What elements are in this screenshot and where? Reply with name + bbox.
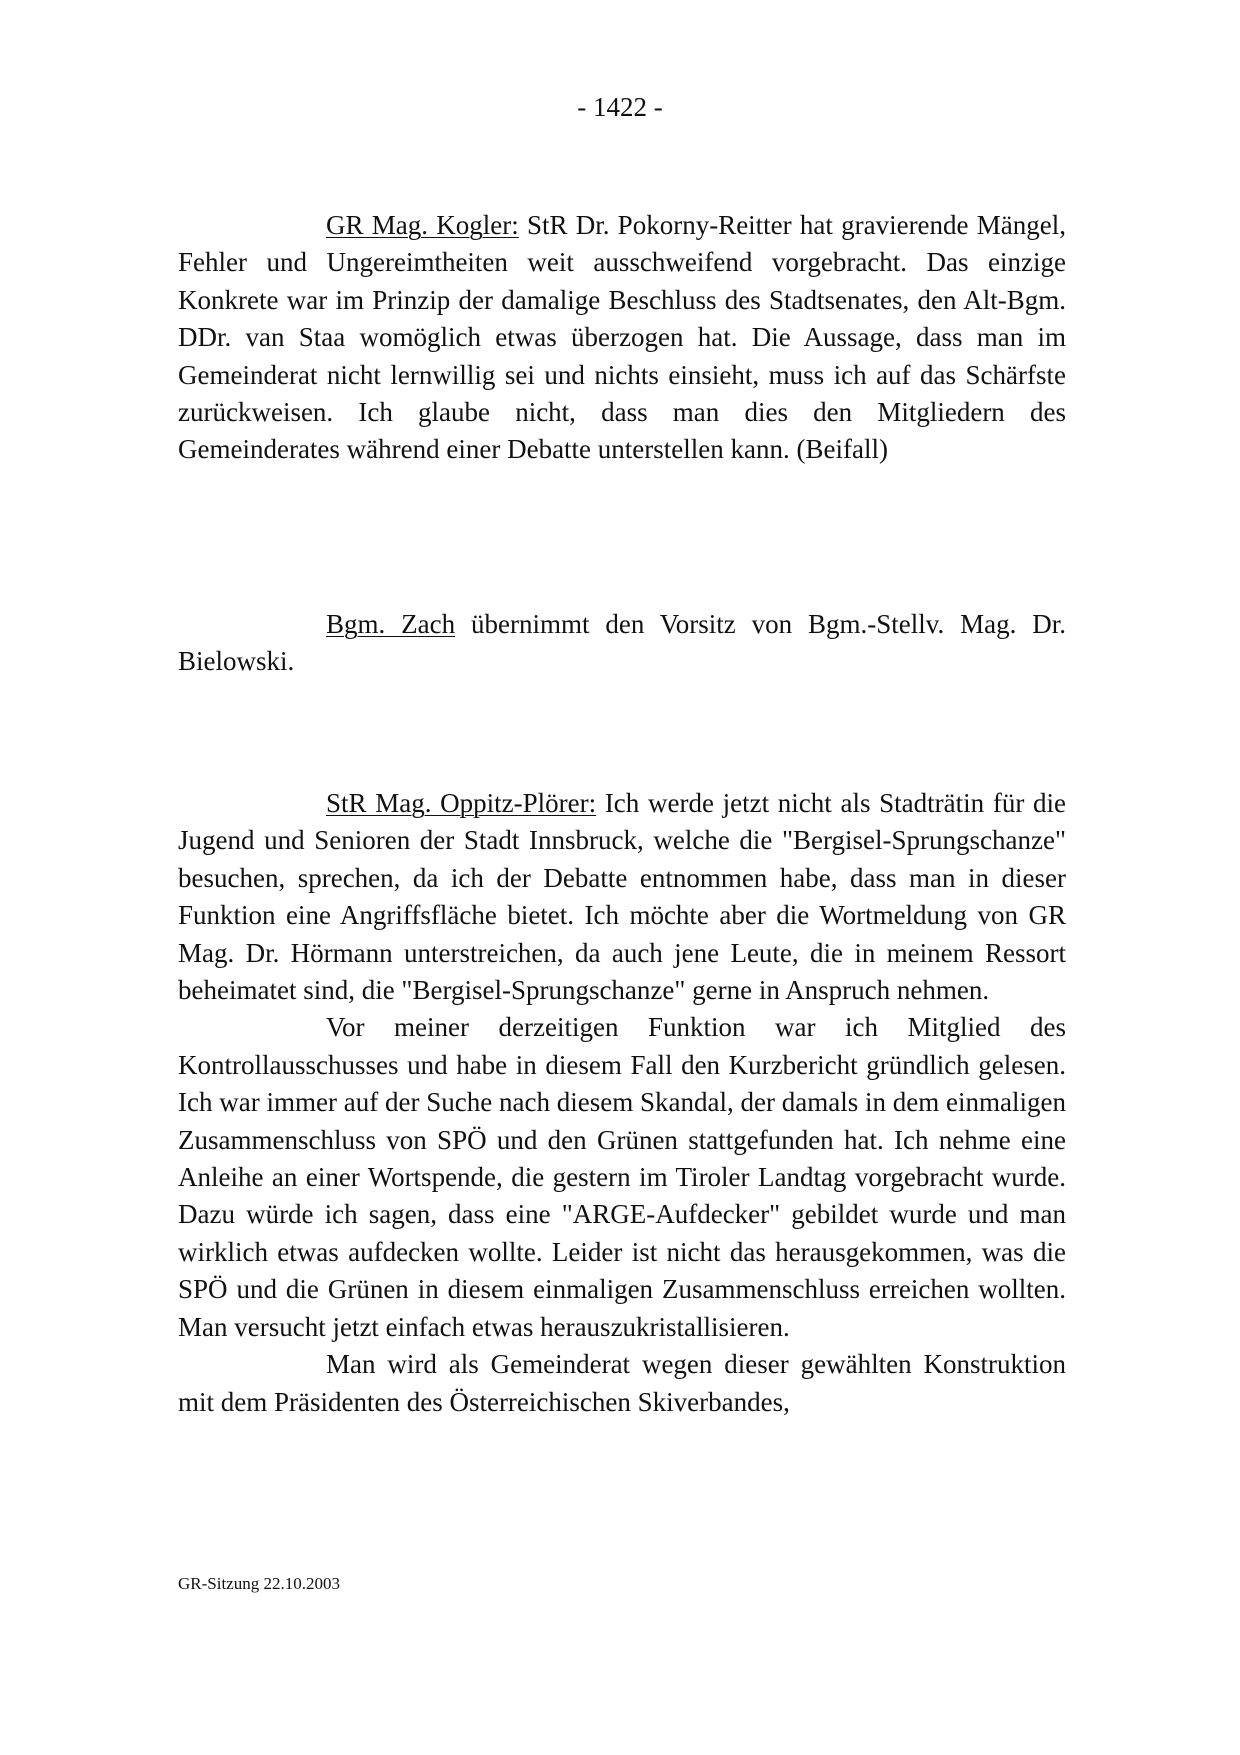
paragraph	[178, 785, 1066, 1009]
section-kogler	[178, 207, 1066, 469]
section-oppitz-ploerer	[178, 785, 1066, 1421]
speaker-name: GR Mag. Kogler:	[326, 210, 519, 240]
speech-text: übernimmt den Vorsitz von Bgm.-Stellv. Mag. Dr. Bielowski.	[178, 609, 1066, 677]
paragraph	[178, 207, 1066, 469]
page-number: - 1422 -	[577, 92, 663, 122]
section-zach	[178, 606, 1066, 681]
paragraph	[178, 606, 1066, 681]
speech-text: StR Dr. Pokorny-Reitter hat gravierende Mängel, Fehler und Ungereimtheiten weit ausschweifend vorgebracht. Das einzige Konkrete war im Prinzip der damalige Beschluss des Stadtsenates, den Alt-Bgm. DDr. van Staa womöglich etwas überzogen hat. Die Aussage, dass man im Gemeinderat nicht lernwillig sei und nichts einsieht, muss ich auf das Schärfste zurückweisen. Ich glaube nicht, dass man dies den Mitgliedern des Gemeinderates während einer Debatte unterstellen kann. (Beifall)	[178, 210, 1066, 465]
paragraph: Vor meiner derzeitigen Funktion war ich Mitglied des Kontrollausschusses und habe in diesem Fall den Kurzbericht gründlich gelesen. Ich war immer auf der Suche nach diesem Skandal, der damals in dem einmaligen Zusammenschluss von SPÖ und den Grünen stattgefunden hat. Ich nehme eine Anleihe an einer Wortspende, die gestern im Tiroler Landtag vorgebracht wurde. Dazu würde ich sagen, dass eine "ARGE-Aufdecker" gebildet wurde und man wirklich etwas aufdecken wollte. Leider ist nicht das herausgekommen, was die SPÖ und die Grünen in diesem einmaligen Zusammenschluss erreichen wollten. Man versucht jetzt einfach etwas herauszukristallisieren.	[178, 1012, 1066, 1342]
speech-text: Ich werde jetzt nicht als Stadträtin für die Jugend und Senioren der Stadt Innsbruck, welche die "Bergisel-Sprungschanze" besuchen, sprechen, da ich der Debatte entnommen habe, dass man in dieser Funktion eine Angriffsfläche bietet. Ich möchte aber die Wortmeldung von GR Mag. Dr. Hörmann unterstreichen, da auch jene Leute, die in meinem Ressort beheimatet sind, die "Bergisel-Sprungschanze" gerne in Anspruch nehmen.	[178, 788, 1066, 1006]
footer-session-date: GR-Sitzung 22.10.2003	[178, 1574, 340, 1593]
speaker-name: StR Mag. Oppitz-Plörer:	[326, 788, 597, 818]
speaker-name: Bgm. Zach	[326, 609, 456, 639]
paragraph: Man wird als Gemeinderat wegen dieser gewählten Konstruktion mit dem Präsidenten des Österreichischen Skiverbandes,	[178, 1349, 1066, 1417]
